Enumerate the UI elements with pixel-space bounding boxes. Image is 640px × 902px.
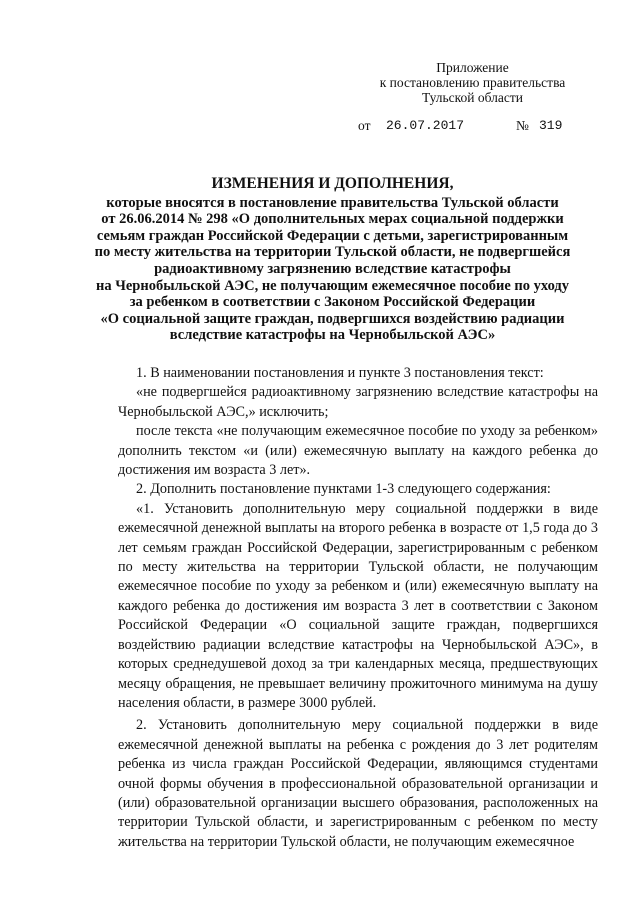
document-body xyxy=(118,364,598,852)
heading-line: на Чернобыльской АЭС, не получающим ежемесячное пособие по уходу xyxy=(95,277,570,294)
body-paragraph: 1. В наименовании постановления и пункте 3 постановления текст: xyxy=(136,365,544,381)
body-paragraph: 2. Установить дополнительную меру социальной поддержки в виде ежемесячной денежной выплаты на ребенка с рождения до 3 лет родителям ребенка из числа граждан Российской Федерации, являющимся студентами очной формы обучения в профессиональной образовательной организации и (или) образовательной организации высшего образования, расположенных на территории Тульской области, и зарегистрированным с ребенком по месту жительства на территории Тульской области, не получающим ежемесячное xyxy=(118,717,598,850)
heading-line: за ребенком в соответствии с Законом Российской Федерации xyxy=(129,294,536,311)
appendix-region: Тульской области xyxy=(422,90,523,105)
number-label: № xyxy=(516,118,529,133)
document-number: 319 xyxy=(539,118,563,133)
appendix-title: Приложение xyxy=(436,60,509,75)
body-paragraph: «1. Установить дополнительную меру социальной поддержки в виде ежемесячной денежной выплаты на второго ребенка в возрасте от 1,5 года до 3 лет семьям граждан Российской Федерации, зарегистрированным с ребенком по месту жительства на территории Тульской области, не получающим ежемесячное пособие по уходу за ребенком и (или) ежемесячную выплату на каждого ребенка до достижения им возраста 3 лет в соответствии с Законом Российской Федерации «О социальной защите граждан, подвергшихся воздействию радиации вследствие катастрофы на Чернобыльской АЭС», в которых среднедушевой доход за три календарных месяца, предшествующих месяцу обращения, не превышает величину прожиточного минимума на душу населения области, в размере 3000 рублей. xyxy=(118,500,598,711)
heading-line: семьям граждан Российской Федерации с детьми, зарегистрированным xyxy=(96,227,569,244)
heading-line: радиоактивному загрязнению вследствие катастрофы xyxy=(154,260,511,277)
body-paragraph: «не подвергшейся радиоактивному загрязнению вследствие катастрофы на Чернобыльской АЭС,» исключить; xyxy=(118,384,598,420)
heading-line: «О социальной защите граждан, подвергшихся воздействию радиации xyxy=(100,310,565,327)
heading-line: вследствие катастрофы на Чернобыльской АЭС» xyxy=(169,327,496,344)
appendix-reference: к постановлению правительства xyxy=(379,75,566,90)
body-paragraph: 2. Дополнить постановление пунктами 1-3 следующего содержания: xyxy=(136,481,551,498)
appendix-block xyxy=(355,60,590,105)
body-paragraph: после текста «не получающим ежемесячное пособие по уходу за ребенком» дополнить текстом «и (или) ежемесячную выплату на каждого ребенка до достижения им возраста 3 лет». xyxy=(118,423,598,479)
heading-line: которые вносятся в постановление правительства Тульской области xyxy=(106,194,559,211)
document-heading xyxy=(70,176,595,344)
document-date: 26.07.2017 xyxy=(386,118,465,133)
date-label: от xyxy=(358,118,371,133)
heading-title: ИЗМЕНЕНИЯ И ДОПОЛНЕНИЯ, xyxy=(211,175,454,192)
heading-line: от 26.06.2014 № 298 «О дополнительных мерах социальной поддержки xyxy=(101,211,564,228)
heading-line: по месту жительства на территории Тульской области, не подвергшейся xyxy=(94,244,571,261)
